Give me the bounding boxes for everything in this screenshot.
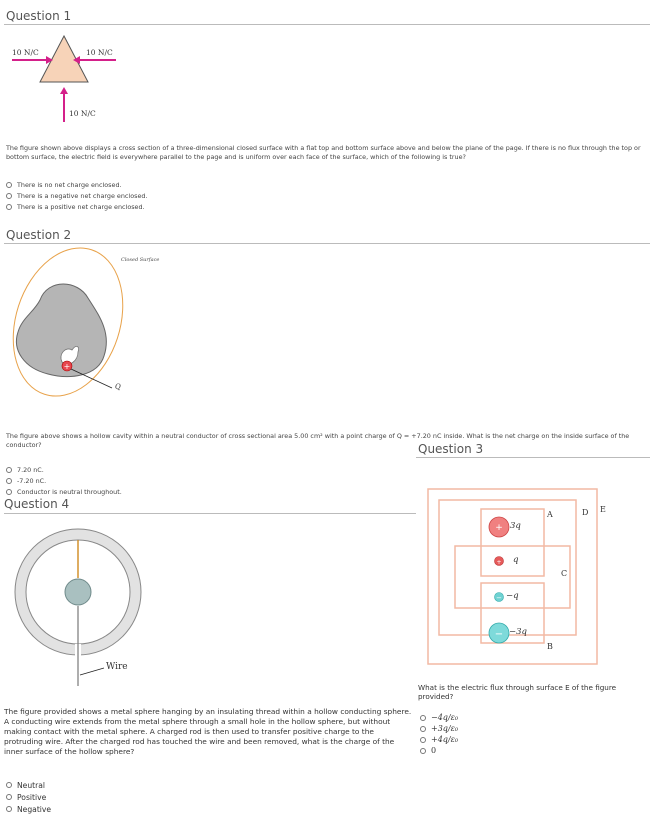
- minus-icon: −: [496, 594, 502, 602]
- radio-button[interactable]: [420, 748, 426, 754]
- plus-icon: +: [496, 559, 502, 566]
- q1-field-left-label: 10 N/C: [12, 48, 39, 57]
- q3-surface-A: [481, 509, 544, 576]
- q1-options: [6, 179, 147, 212]
- q1-option-3[interactable]: There is a positive net charge enclosed.: [6, 201, 147, 212]
- q3-label-A: A: [547, 510, 553, 519]
- q2-charge-label: Q: [115, 383, 121, 391]
- minus-icon: −: [494, 629, 504, 640]
- q3-option-1[interactable]: −4q/ε₀: [420, 712, 458, 723]
- q4-title: Question 4: [4, 497, 70, 511]
- q2-options: [6, 464, 122, 497]
- q4-figure: [0, 518, 170, 688]
- q2-option-1[interactable]: 7.20 nC.: [6, 464, 122, 475]
- q3-figure: [420, 480, 640, 670]
- q4-option-2[interactable]: Positive: [6, 791, 51, 803]
- q3-option-2[interactable]: +3q/ε₀: [420, 723, 458, 734]
- radio-button[interactable]: [6, 794, 12, 800]
- q3-label-E: E: [600, 505, 606, 514]
- q4-option-1[interactable]: Neutral: [6, 779, 51, 791]
- q4-divider: [4, 513, 416, 514]
- q1-question-text: The figure shown above displays a cross section of a three-dimensional closed surface with a flat top and bottom surface above and below the plane of the page. If there is no flux through the top or bottom surface, the electric field is everywhere parallel to the page and is uniform over each face of the surface, which of the following is true?: [6, 144, 641, 161]
- plus-icon: +: [495, 523, 503, 533]
- radio-button[interactable]: [6, 478, 12, 484]
- q2-leader-line: [71, 369, 112, 388]
- q3-charge-label-neg-3q: −3q: [509, 627, 527, 637]
- q3-label-D: D: [582, 508, 589, 517]
- q2-conductor: [16, 284, 106, 377]
- q3-charge-label-q: q: [513, 555, 519, 565]
- q3-surface-D: [439, 500, 576, 635]
- q3-divider: [416, 457, 650, 458]
- q1-divider: [4, 24, 650, 25]
- q4-options: [6, 779, 51, 815]
- radio-button[interactable]: [420, 726, 426, 732]
- q3-question-text: What is the electric flux through surface E of the figure provided?: [418, 683, 617, 701]
- q4-option-3[interactable]: Negative: [6, 803, 51, 815]
- radio-button[interactable]: [420, 715, 426, 721]
- q3-option-3[interactable]: +4q/ε₀: [420, 734, 458, 745]
- radio-button[interactable]: [6, 489, 12, 495]
- q2-title: Question 2: [6, 228, 72, 242]
- q3-title: Question 3: [418, 442, 484, 456]
- q1-option-2[interactable]: There is a negative net charge enclosed.: [6, 190, 147, 201]
- q2-option-2[interactable]: -7.20 nC.: [6, 475, 122, 486]
- radio-button[interactable]: [6, 182, 12, 188]
- q3-label-B: B: [547, 642, 553, 651]
- q4-question-text: The figure provided shows a metal sphere hanging by an insulating thread within a hollow conducting sphere. A conducting wire extends from the metal sphere through a small hole in the hollow sphere, but without making contact with the metal sphere. A charged rod is then used to transfer positive charge to the protruding wire. After the charged rod has touched the wire and been removed, what is the charge of the inner surface of the hollow sphere?: [4, 707, 412, 756]
- q3-charge-label-3q: 3q: [510, 521, 521, 531]
- radio-button[interactable]: [420, 737, 426, 743]
- q2-option-3[interactable]: Conductor is neutral throughout.: [6, 486, 122, 497]
- plus-icon: +: [63, 362, 71, 371]
- q1-title: Question 1: [6, 9, 72, 23]
- q1-option-1[interactable]: There is no net charge enclosed.: [6, 179, 147, 190]
- q3-option-4[interactable]: 0: [420, 745, 458, 756]
- q3-options: [420, 712, 458, 756]
- q4-wire-leader: [80, 668, 104, 675]
- radio-button[interactable]: [6, 782, 12, 788]
- radio-button[interactable]: [6, 467, 12, 473]
- radio-button[interactable]: [6, 204, 12, 210]
- q1-field-right-label: 10 N/C: [86, 48, 113, 57]
- q2-surface-label: Closed Surface: [121, 257, 160, 263]
- q2-figure: [0, 240, 180, 410]
- q4-wire-label: Wire: [106, 662, 128, 672]
- q2-question-text: The figure above shows a hollow cavity within a neutral conductor of cross sectional area 5.00 cm² with a point charge of Q = +7.20 nC inside. What is the net charge on the inside surface of the conductor?: [6, 432, 630, 449]
- q1-field-bottom-label: 10 N/C: [69, 109, 96, 118]
- q1-bottom-arrowhead: [60, 87, 68, 94]
- q4-metal-sphere: [65, 579, 91, 605]
- q3-label-C: C: [561, 569, 568, 578]
- radio-button[interactable]: [6, 806, 12, 812]
- q3-charge-label-neg-q: −q: [506, 591, 519, 601]
- radio-button[interactable]: [6, 193, 12, 199]
